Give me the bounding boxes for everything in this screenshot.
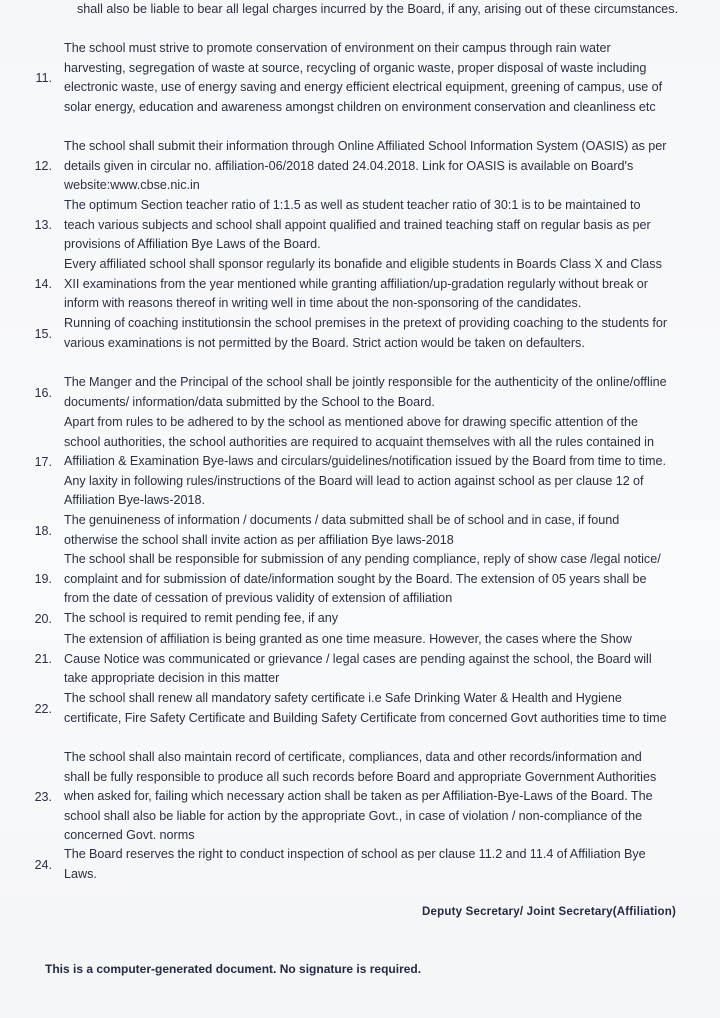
clause-text: The school shall be responsible for submission of any pending compliance, reply of show case /legal notice/ complaint and for submission of date/information sought by the Board. The extension of 05 years shall be from the date of cessation of previous validity of extension of affiliation [64,552,661,606]
clause-number: 13. [34,218,52,233]
clause-text: The school shall renew all mandatory safety certificate i.e Safe Drinking Water & Health and Hygiene certificate, Fire Safety Certificate and Building Safety Certificate from concerned Govt authorities time to time [64,691,667,725]
clause-text: Running of coaching institutionsin the school premises in the pretext of providing coaching to the students for various examinations is not permitted by the Board. Strict action would be taken on defaulters. [64,316,668,350]
clause-text: The school shall also maintain record of certificate, compliances, data and other records/information and shall be fully responsible to produce all such records before Board and appropriate Government Authorities when asked for, failing which necessary action shall be taken as per Affiliation-Bye-Laws of the Board. The school shall also be liable for action by the appropriate Govt., in case of violation / non-compliance of the concerned Govt. norms [64,750,657,843]
clause-text: The genuineness of information / documents / data submitted shall be of school and in case, if found otherwise the school shall invite action as per affiliation Bye laws-2018 [64,513,620,547]
clause-15 [0,314,668,353]
clause-number: 22. [34,701,52,716]
clause-22 [0,689,668,728]
intro-text: shall also be liable to bear all legal charges incurred by the Board, if any, arising out of these circumstances. [77,2,679,16]
clause-number: 12. [34,159,52,174]
clause-number: 24. [34,857,52,872]
clause-13 [0,196,668,255]
clause-number: 14. [34,277,52,292]
clause-text: The Manger and the Principal of the school shall be jointly responsible for the authenticity of the online/offline documents/ information/data submitted by the School to the Board. [64,375,667,409]
signatory-designation: Deputy Secretary/ Joint Secretary(Affiliation) [422,906,676,918]
clause-number: 19. [34,572,52,587]
clause-text: The Board reserves the right to conduct inspection of school as per clause 11.2 and 11.4 of Affiliation Bye Laws. [64,847,646,881]
clause-text: The extension of affiliation is being granted as one time measure. However, the cases where the Show Cause Notice was communicated or grievance / legal cases are pending against the school, the Board will take appropriate decision in this matter [64,632,652,686]
clause-17 [0,413,668,511]
computer-generated-note: This is a computer-generated document. No signature is required. [45,962,422,976]
clause-number: 17. [34,454,52,469]
clause-20 [0,609,668,629]
clause-16 [0,373,668,412]
clause-text: The school shall submit their information through Online Affiliated School Information System (OASIS) as per details given in circular no. affiliation-06/2018 dated 24.04.2018. Link for OASIS is available on Board's website:www.cbse.nic.in [64,139,667,193]
clause-number: 18. [34,523,52,538]
clause-text: The school is required to remit pending fee, if any [64,611,339,625]
clause-19 [0,550,668,609]
clause-23 [0,748,668,846]
clause-number: 23. [34,789,52,804]
clause-21 [0,630,668,689]
intro-paragraph [77,0,681,20]
clause-12 [0,137,668,196]
clause-number: 15. [34,326,52,341]
clause-11 [0,39,668,117]
clause-text: Apart from rules to be adhered to by the school as mentioned above for drawing specific attention of the school authorities, the school authorities are required to acquaint themselves with all the rules contained in Affiliation & Examination Bye-laws and circulars/guidelines/notification issued by the Board from time to time. Any laxity in following rules/instructions of the Board will lead to action against school as per clause 12 of Affiliation Bye-laws-2018. [64,415,666,508]
clause-number: 16. [34,385,52,400]
clause-number: 11. [35,71,52,86]
clause-text: Every affiliated school shall sponsor regularly its bonafide and eligible students in Boards Class X and Class XII examinations from the year mentioned while granting affiliation/up-gradation regularly without break or inform with reasons thereof in writing well in time about the non-sponsoring of the candidates. [64,257,662,311]
clause-18 [0,511,668,550]
clause-number: 21. [34,652,52,667]
clause-number: 20. [34,611,52,626]
clause-text: The optimum Section teacher ratio of 1:1.5 as well as student teacher ratio of 30:1 is to be maintained to teach various subjects and school shall appoint qualified and trained teaching staff on regular basis as per provisions of Affiliation Bye Laws of the Board. [64,198,651,252]
clause-14 [0,255,668,314]
clause-24 [0,845,668,884]
clause-text: The school must strive to promote conservation of environment on their campus through rain water harvesting, segregation of waste at source, recycling of organic waste, proper disposal of waste including electronic waste, use of energy saving and energy efficient electrical equipment, greening of campus, use of solar energy, education and awareness amongst children on environment conservation and cleanliness etc [64,41,663,114]
